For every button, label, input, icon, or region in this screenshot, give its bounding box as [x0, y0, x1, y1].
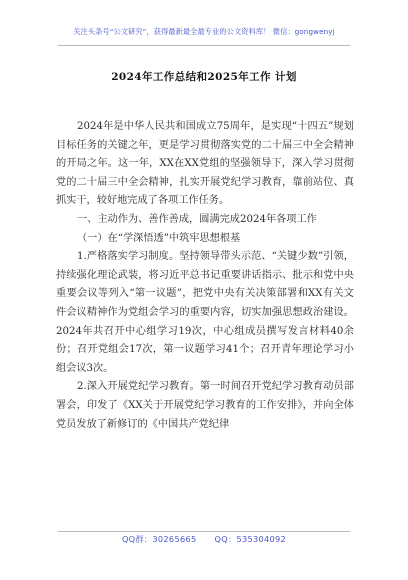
body-paragraph: 2.深入开展党纪学习教育。第一时间召开党纪学习教育动员部署会，印发了《XX关于开展党纪学习教育的工作安排》，并向全体党员发放了新修订的《中国共产党纪律 — [56, 381, 354, 430]
footer-divider — [58, 531, 350, 532]
body-paragraph: 2024年是中华人民共和国成立75周年，是实现“十四五”规划目标任务的关键之年，更是学习贯彻落实党的二十届三中全会精神的开局之年。这一年，XX在XX党组的坚强领导下，深入学习贯彻党的二十届三中全会精神，扎实开展党纪学习教育，靠前站位、真抓实干，较好地完成了各项工作任务。 — [56, 121, 354, 207]
subsection-heading: （一）在“学深悟透”中筑牢思想根基 — [77, 232, 241, 244]
body-paragraph: 1.严格落实学习制度。坚持领导带头示范、“关键少数”引领，持续强化理论武装，将习近平总书记重要讲话指示、批示和党中央重要会议等列入“第一议题”，把党中央有关决策部署和XX有关文件会议精神作为党组会学习的重要内容，切实加强思想政治建设。2024年共召开中心组学习19次，中心组成员撰写发言材料40余份；召开党组会17次，第一议题学习41个；召开青年理论学习小组会议3次。 — [56, 251, 354, 374]
footer-contact — [0, 534, 408, 545]
header-divider — [58, 45, 350, 46]
header-banner: 关注头条号“公文研究”，获得最新最全最专业的公文资料库！ 微信：gongwenyj — [73, 27, 335, 36]
qq-number: QQ：535304092 — [214, 534, 287, 544]
section-heading: 一、主动作为、善作善成，圆满完成2024年各项工作 — [77, 213, 317, 225]
document-title: 2024年工作总结和2025年工作 计划 — [111, 71, 297, 83]
qq-group-number: QQ群：30265665 — [121, 534, 197, 544]
document-body — [56, 118, 354, 434]
